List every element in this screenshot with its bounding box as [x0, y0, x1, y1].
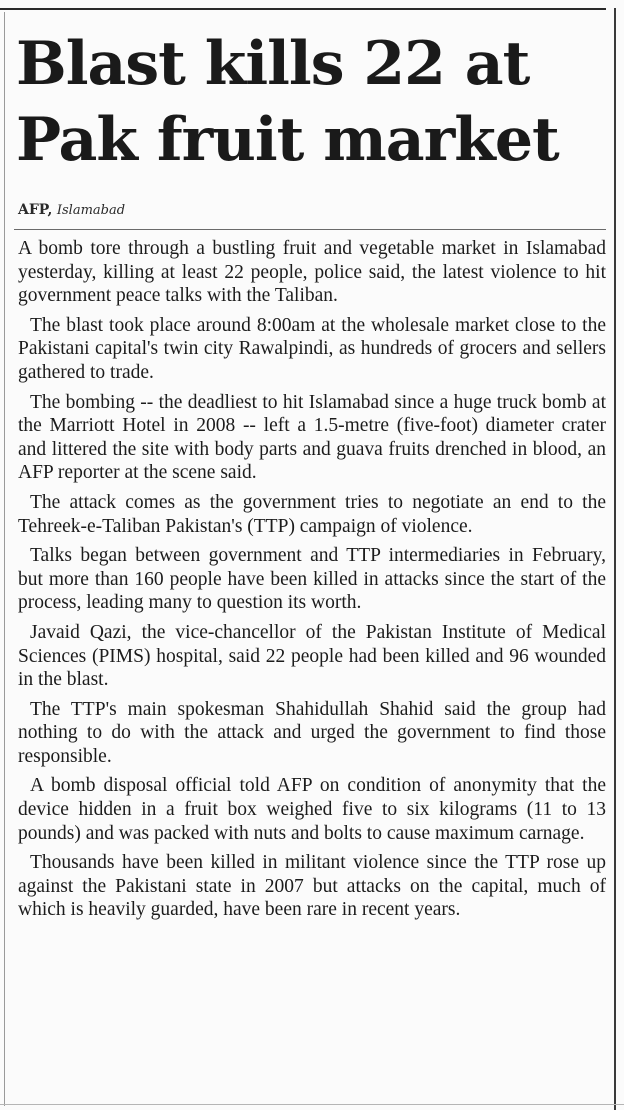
article-paragraph: A bomb disposal official told AFP on condition of anonymity that the device hidden in a fruit box weighed five to six kilograms (11 to 13 pounds) and was packed with nuts and bolts to cause maximum carnage. [18, 775, 606, 844]
article-paragraph: The blast took place around 8:00am at the wholesale market close to the Pakistani capital's twin city Rawalpindi, as hundreds of grocers and sellers gathered to trade. [18, 314, 606, 383]
article-paragraph: The TTP's main spokesman Shahidullah Shahid said the group had nothing to do with the attack and urged the government to find those responsible. [18, 698, 606, 767]
article-paragraph: Javaid Qazi, the vice-chancellor of the Pakistan Institute of Medical Sciences (PIMS) hospital, said 22 people had been killed and 96 wounded in the blast. [18, 621, 606, 691]
byline [18, 200, 125, 221]
article-paragraph: The bombing -- the deadliest to hit Islamabad since a huge truck bomb at the Marriott Hotel in 2008 -- left a 1.5-metre (five-foot) diameter crater and littered the site with body parts and guava fruits drenched in blood, an AFP reporter at the scene said. [18, 391, 606, 484]
left-column-rule [4, 12, 5, 1106]
right-column-rule [614, 8, 616, 1110]
article-paragraph: The attack comes as the government tries to negotiate an end to the Tehreek-e-Taliban Pakistan's (TTP) campaign of violence. [18, 491, 606, 537]
article-paragraph: Talks began between government and TTP intermediaries in February, but more than 160 people have been killed in attacks since the start of the process, leading many to question its worth. [18, 545, 606, 614]
bottom-border-rule [0, 1104, 624, 1105]
article-paragraph: Thousands have been killed in militant violence since the TTP rose up against the Pakistani state in 2007 but attacks on the capital, much of which is heavily guarded, have been rare in recent years. [18, 852, 606, 921]
byline-agency: AFP, [18, 202, 53, 218]
byline-dateline: Islamabad [56, 203, 126, 218]
article-body [18, 237, 606, 928]
top-border-rule [0, 8, 606, 10]
byline-divider [14, 229, 606, 230]
headline: Blast kills 22 at Pak fruit market [16, 29, 559, 175]
article-paragraph: A bomb tore through a bustling fruit and vegetable market in Islamabad yesterday, killing at least 22 people, police said, the latest violence to hit government peace talks with the Taliban. [18, 238, 606, 307]
